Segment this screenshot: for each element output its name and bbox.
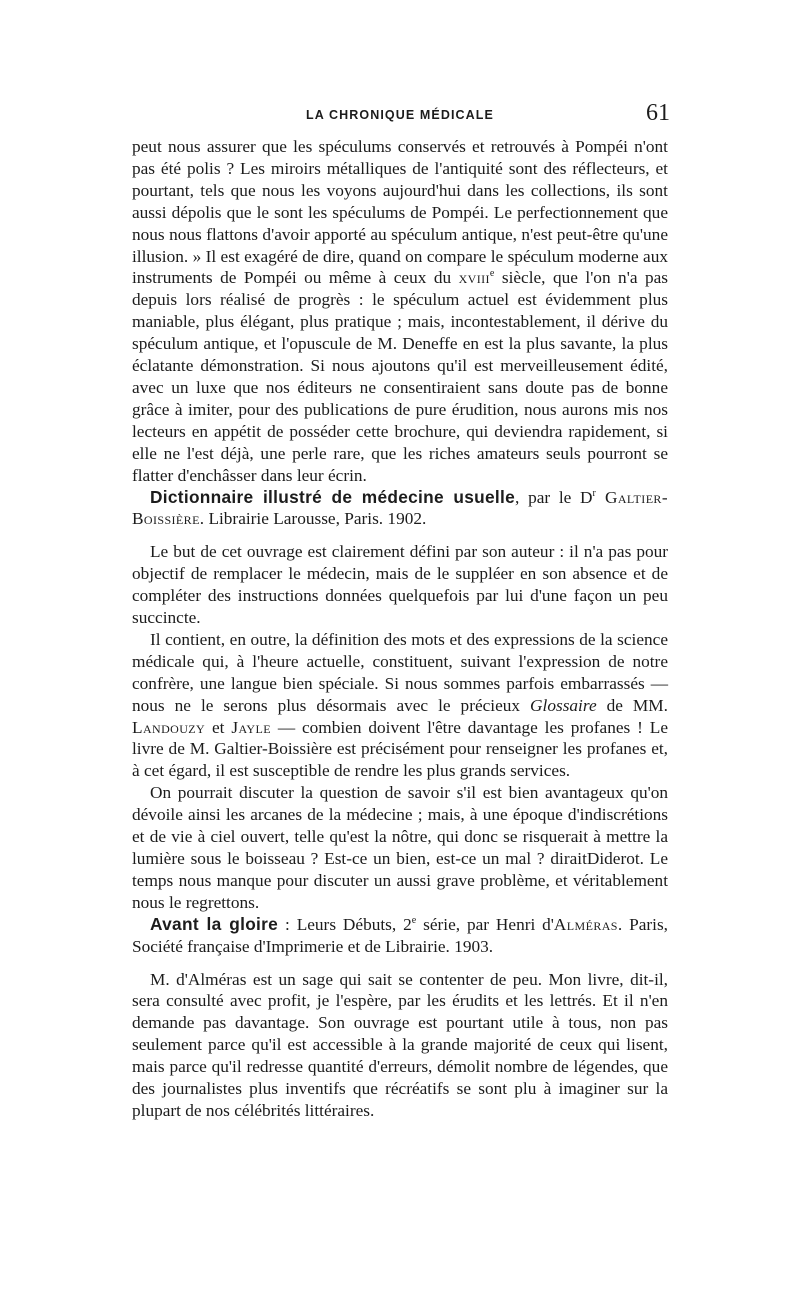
century-numeral: xviii [458, 268, 490, 288]
glossaire-title: Glossaire [530, 695, 597, 715]
page-header [132, 98, 668, 128]
series-superscript: e [411, 914, 417, 926]
book-entry-heading [132, 487, 668, 531]
paragraph-text: peut nous assurer que les spéculums conservés et retrouvés à Pompéi n'ont pas été polis ? Les miroirs métalliques de l'antiquité sont des réflecteurs, et pourtant, tels que nous les voyons aujourd'hui dans les collections, ils sont aussi dépolis que le sont les spéculums de Pompéi. Le perfectionnement que nous nous flattons d'avoir apporté au spéculum antique, n'est peut-être qu'une illusion. » Il est exagéré de dire, quand on compare le spéculum moderne aux instruments de Pompéi ou même à ceux du [132, 137, 668, 288]
page-number: 61 [646, 100, 670, 126]
author-name-jayle: Jayle [231, 717, 271, 737]
running-title: LA CHRONIQUE MÉDICALE [306, 108, 494, 122]
continued-paragraph [132, 136, 668, 487]
review-paragraph: M. d'Alméras est un sage qui sait se contenter de peu. Mon livre, dit-il, sera consulté avec profit, je l'espère, par les érudits et les lettrés. Et il n'en demande pas davantage. Son ouvrage est pourtant utile à tous, non pas seulement parce qu'il est accessible à la grande majorité de ceux qui lisent, mais parce qu'il redresse quantité d'erreurs, démolit nombre de légendes, que des journalistes plus inventifs que récréatifs se sont plu à imaginer sur la plupart de nos célébrités littéraires. [132, 969, 668, 1120]
book-author: Galtier-Boissière [132, 487, 668, 529]
doctor-superscript: r [592, 487, 596, 499]
review-paragraph: On pourrait discuter la question de savoir s'il est bien avantageux qu'on dévoile ainsi les arcanes de la médecine ; mais, à une époque d'indiscrétions et de vie à ciel ouvert, telle qu'est la nôtre, qui donc se risquerait à mettre la lumière sous le boisseau ? Est-ce un bien, est-ce un mal ? diraitDiderot. Le temps nous manque pour discuter un aussi grave problème, et véritablement nous le regrettons. [132, 783, 668, 912]
publication-info: . Paris, Société française d'Imprimerie et de Librairie. 1903. [132, 914, 668, 956]
paragraph-text: siècle, que l'on n'a pas depuis lors réalisé de progrès : le spéculum actuel est évidemment plus maniable, plus élégant, plus pratique ; mais, incontestablement, il dérive du spéculum antique, et l'opuscule de M. Deneffe en est la plus savante, la plus éclatante démonstration. Si nous ajoutons qu'il est merveilleusement édité, avec un luxe que nos éditeurs ne consentiraient sans doute pas de bonne grâce à imiter, pour des publications de pure érudition, nous aurons mis nos lecteurs en appétit de posséder cette brochure, qui deviendra rapidement, si elle ne l'est déjà, une perle rare, que les riches amateurs seuls pourront se flatter d'enchâsser dans leur écrin. [132, 268, 668, 485]
entry-byline: , par le D [515, 487, 593, 507]
paragraph-text: de MM. [596, 695, 668, 715]
publication-info: . Librairie Larousse, Paris. 1902. [199, 509, 427, 529]
paragraph-text: Il contient, en outre, la définition des mots et des expressions de la science médicale qui, à l'heure actuelle, constituent, suivant l'expression de notre confrère, une langue bien spéciale. Si nous sommes parfois embarrassés — nous ne le serons plus désormais avec le précieux [132, 629, 668, 715]
entry-byline: série, par Henri d' [416, 914, 554, 934]
review-paragraph: Le but de cet ouvrage est clairement défini par son auteur : il n'a pas pour objectif de remplacer le médecin, mais de le suppléer en son absence et de compléter des instructions données quelquefois par lui d'une façon un peu succincte. [132, 542, 668, 628]
page-body [132, 136, 668, 1122]
review-paragraph [132, 629, 668, 782]
paragraph-text: et [205, 717, 232, 737]
entry-subtitle: : Leurs Débuts, 2 [278, 914, 412, 934]
book-entry-heading [132, 914, 668, 958]
paragraph-text: — combien doivent l'être davantage les profanes ! Le livre de M. Galtier-Boissière est précisément pour renseigner les profanes et, à cet égard, il est susceptible de rendre les plus grands services. [132, 717, 668, 781]
book-title: Avant la gloire [150, 913, 279, 934]
book-author: Alméras [553, 914, 618, 934]
century-superscript: e [489, 268, 495, 280]
author-name-landouzy: Landouzy [132, 717, 206, 737]
book-title: Dictionnaire illustré de médecine usuelle [150, 486, 516, 507]
